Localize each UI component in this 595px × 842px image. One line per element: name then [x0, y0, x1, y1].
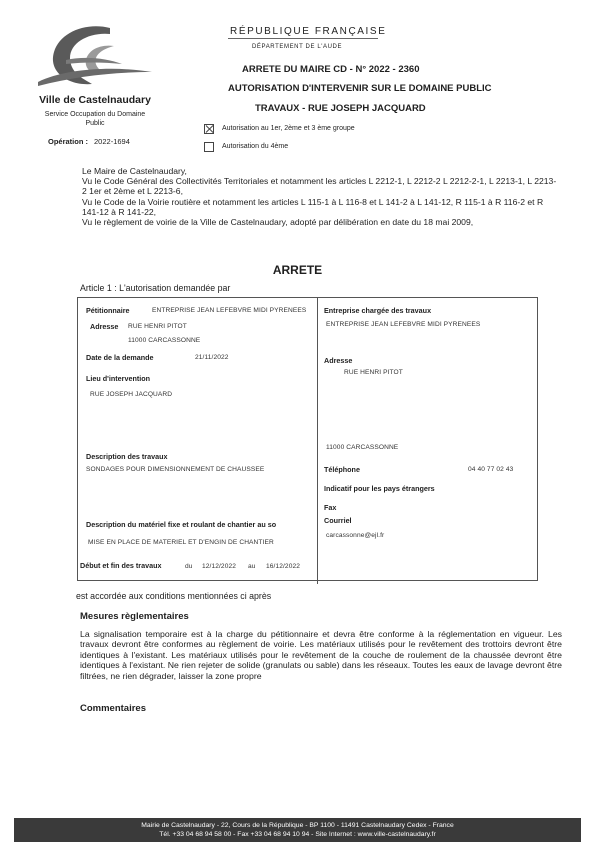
option-label-4eme: Autorisation du 4ème — [222, 143, 289, 150]
date-demande-label: Date de la demande — [86, 353, 154, 362]
arrete-number-title: ARRETE DU MAIRE CD - N° 2022 - 2360 — [242, 64, 420, 75]
operation-value: 2022-1694 — [94, 137, 130, 146]
option-checkbox-4eme[interactable] — [204, 142, 214, 152]
adresse-line2: 11000 CARCASSONNE — [128, 337, 201, 344]
republique-header: RÉPUBLIQUE FRANÇAISE — [230, 26, 387, 37]
city-logo-icon — [36, 20, 154, 100]
entreprise-value: ENTREPRISE JEAN LEFEBVRE MIDI PYRENEES — [326, 321, 481, 328]
footer-address: Mairie de Castelnaudary - 22, Cours de la République - BP 1100 - 11491 Castelnaudary Cedex - France — [141, 822, 454, 829]
operation-label: Opération : — [48, 137, 89, 146]
travaux-title: TRAVAUX - RUE JOSEPH JACQUARD — [255, 103, 426, 114]
materiel-label: Description du matériel fixe et roulant de chantier au so — [86, 520, 277, 529]
city-name: Ville de Castelnaudary — [39, 94, 151, 106]
fax-label: Fax — [324, 503, 337, 512]
mesures-text: La signalisation temporaire est à la charge du pétitionnaire et devra être conforme à la réglementation en vigueur. Les travaux devront être conformes au règlement de voirie. Les matériaux utilisés pour le revêtement des trottoirs devront être identiques à l'existant. Les matériaux utilisés pour le revêtement de la couche de roulement de la chaussée devront être identiques à l'existant. Ne rien rejeter de solide (granulats ou sable) dans les réseaux. Toutes les eaux de lavage devront être filtrées, ne rien dégrader, laisser la zone propre — [80, 629, 562, 681]
entreprise-label: Entreprise chargée des travaux — [324, 306, 432, 315]
departement-header: DÉPARTEMENT DE L'AUDE — [252, 44, 343, 50]
adresse-line1: RUE HENRI PITOT — [128, 323, 187, 330]
description-label: Description des travaux — [86, 452, 168, 461]
page-footer — [14, 818, 581, 842]
vu-line: Vu le règlement de voirie de la Ville de Castelnaudary, adopté par délibération en date du 18 mai 2009, — [82, 217, 474, 228]
vu-line: Le Maire de Castelnaudary, — [82, 166, 187, 176]
date-demande-value: 21/11/2022 — [195, 354, 229, 361]
vu-line: Vu le Code Général des Collectivités Territoriales et notamment les articles L 2212-1, L 2212-2 L 2212-2-1, L 2213-1, L 2213-2 1er et 2ème et L 2213-6, — [82, 176, 557, 197]
du-label: du — [185, 563, 193, 570]
au-label: au — [248, 563, 256, 570]
option-checkbox-1-3-groupe[interactable] — [204, 124, 214, 134]
lieu-value: RUE JOSEPH JACQUARD — [90, 391, 173, 398]
footer-contact: Tél. +33 04 68 94 58 00 - Fax +33 04 68 94 10 94 - Site Internet : www.ville-castelnaudary.fr — [159, 831, 436, 838]
header-rule — [228, 38, 378, 39]
du-value: 12/12/2022 — [202, 563, 237, 570]
vu-line: Vu le Code de la Voirie routière et notamment les articles L 115-1 à L 116-8 et L 141-2 à L 141-12, R 115-1 à R 116-2 et R 141-12 à R 141-22, — [82, 196, 544, 217]
adresse-entreprise-label: Adresse — [324, 356, 353, 365]
column-divider — [317, 297, 318, 584]
operation-number — [48, 137, 130, 146]
petitionnaire-value: ENTREPRISE JEAN LEFEBVRE MIDI PYRENEES — [152, 307, 307, 314]
autorisation-title: AUTORISATION D'INTERVENIR SUR LE DOMAINE PUBLIC — [228, 83, 492, 94]
telephone-value: 04 40 77 02 43 — [468, 466, 514, 473]
courriel-label: Courriel — [324, 516, 352, 525]
indicatif-label: Indicatif pour les pays étrangers — [324, 484, 435, 493]
adresse-entreprise-line1: RUE HENRI PITOT — [344, 369, 403, 376]
service-name: Service Occupation du Domaine Public — [44, 111, 146, 127]
petitionnaire-label: Pétitionnaire — [86, 306, 130, 315]
courriel-value[interactable]: carcassonne@ejl.fr — [326, 532, 385, 539]
adresse-entreprise-line2: 11000 CARCASSONNE — [326, 444, 399, 451]
lieu-label: Lieu d'intervention — [86, 374, 151, 383]
option-label-1-3-groupe: Autorisation au 1er, 2ème et 3 ème groupe — [222, 125, 355, 132]
mesures-heading: Mesures règlementaires — [80, 611, 189, 622]
materiel-value: MISE EN PLACE DE MATERIEL ET D'ENGIN DE CHANTIER — [88, 539, 274, 546]
arrete-heading: ARRETE — [272, 263, 323, 277]
article-1: Article 1 : L'autorisation demandée par — [80, 283, 231, 293]
legal-references — [82, 166, 560, 227]
accorded-text: est accordée aux conditions mentionnées ci après — [76, 591, 272, 601]
au-value: 16/12/2022 — [266, 563, 301, 570]
telephone-label: Téléphone — [324, 465, 360, 474]
commentaires-heading: Commentaires — [80, 703, 146, 714]
adresse-label: Adresse — [90, 322, 119, 331]
description-value: SONDAGES POUR DIMENSIONNEMENT DE CHAUSSEE — [86, 466, 265, 473]
debut-fin-label: Début et fin des travaux — [80, 561, 162, 570]
